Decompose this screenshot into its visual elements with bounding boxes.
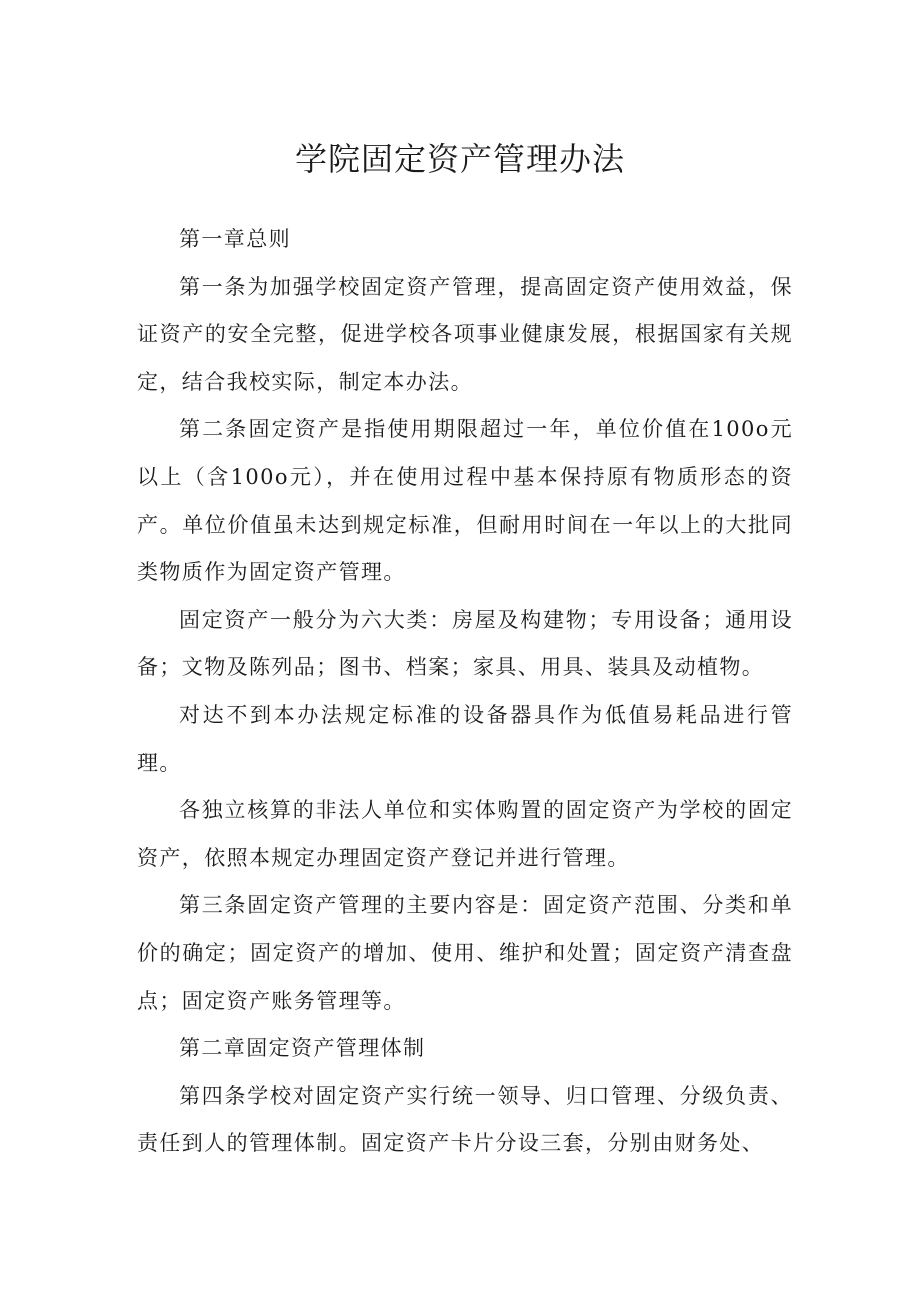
article-1-paragraph: 第一条为加强学校固定资产管理，提高固定资产使用效益，保证资产的安全完整，促进学校各项事业健康发展，根据国家有关规定，结合我校实际，制定本办法。 (137, 274, 793, 394)
chapter-heading-2: 第二章固定资产管理体制 (179, 1036, 426, 1061)
asset-categories-paragraph: 固定资产一般分为六大类：房屋及构建物；专用设备；通用设备；文物及陈列品；图书、档案；家具、用具、装具及动植物。 (137, 607, 793, 680)
article-2-paragraph: 第二条固定资产是指使用期限超过一年，单位价值在100o元以上（含100o元），并在使用过程中基本保持原有物质形态的资产。单位价值虽未达到规定标准，但耐用时间在一年以上的大批同类物质作为固定资产管理。 (137, 417, 793, 585)
article-3-paragraph: 第三条固定资产管理的主要内容是：固定资产范围、分类和单价的确定；固定资产的增加、使用、维护和处置；固定资产清查盘点；固定资产账务管理等。 (137, 893, 793, 1013)
chapter-heading-1: 第一章总则 (179, 227, 291, 251)
document-title: 学院固定资产管理办法 (294, 140, 625, 178)
low-value-items-paragraph: 对达不到本办法规定标准的设备器具作为低值易耗品进行管理。 (137, 702, 793, 775)
article-4-paragraph: 第四条学校对固定资产实行统一领导、归口管理、分级负责、责任到人的管理体制。固定资产卡片分设三套，分别由财务处、 (137, 1083, 793, 1156)
document-body (137, 216, 793, 1168)
independent-units-paragraph: 各独立核算的非法人单位和实体购置的固定资产为学校的固定资产，依照本规定办理固定资产登记并进行管理。 (137, 798, 793, 870)
